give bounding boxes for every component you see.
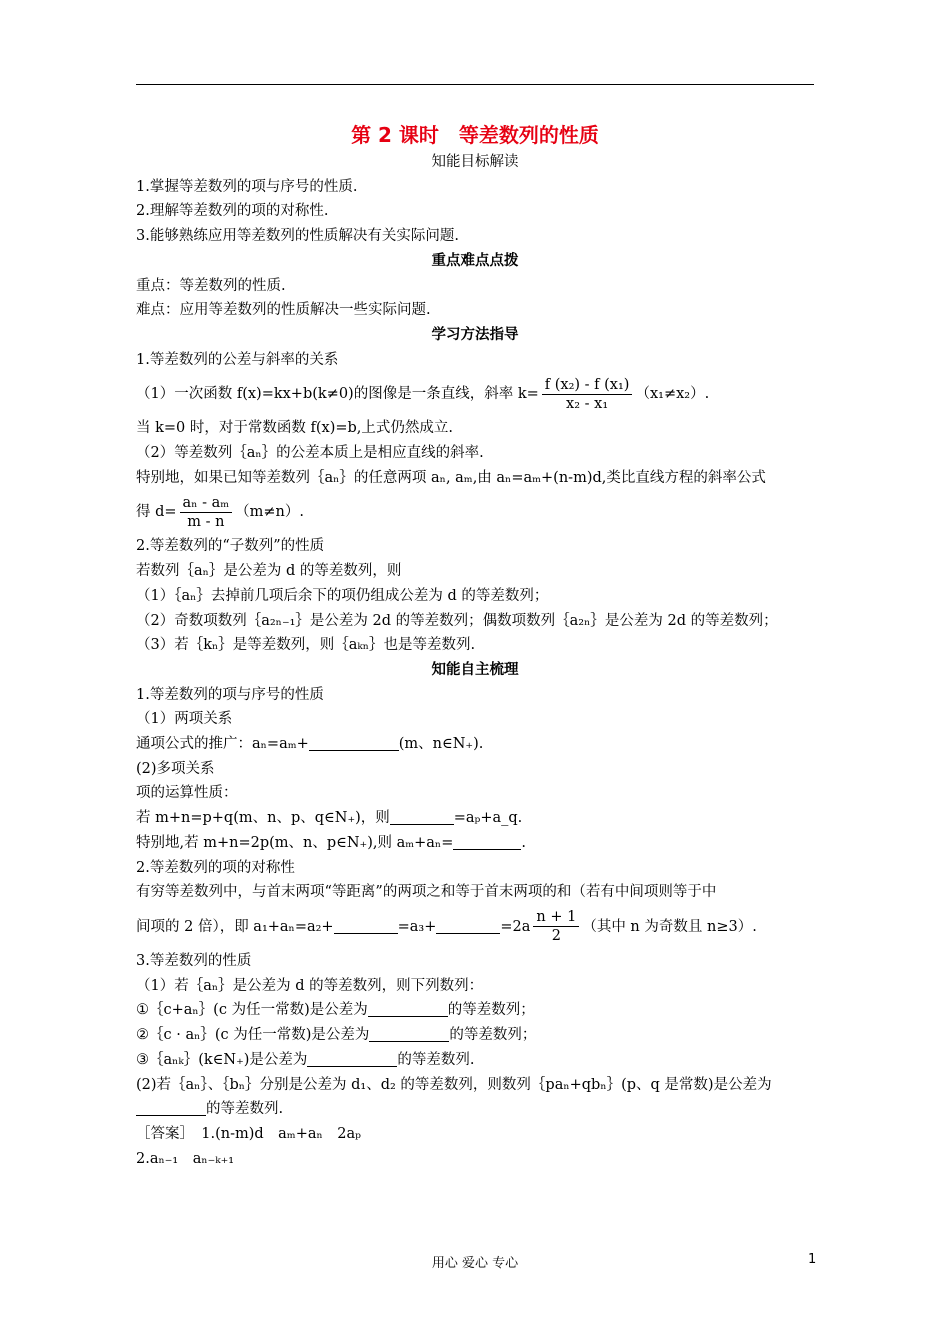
section-heading-key-points: 重点难点点拨 bbox=[431, 252, 519, 269]
method-line: 若数列｛aₙ｝是公差为 d 的等差数列，则 bbox=[136, 563, 402, 580]
review-line: 通项公式的推广：aₙ=aₘ+ (m、n∈N₊). bbox=[136, 736, 484, 753]
review-line: (2)若｛aₙ｝、｛bₙ｝分别是公差为 d₁、d₂ 的等差数列，则数列｛paₙ+qbₙ｝(p、q 是常数)是公差为的等差数列. bbox=[136, 1076, 772, 1118]
goal-item: 1.掌握等差数列的项与序号的性质. bbox=[136, 178, 358, 195]
review-heading: 3.等差数列的性质 bbox=[136, 952, 252, 969]
key-line: 难点：应用等差数列的性质解决一些实际问题. bbox=[136, 302, 431, 319]
review-heading: 1.等差数列的项与序号的性质 bbox=[136, 686, 324, 703]
review-heading: 2.等差数列的项的对称性 bbox=[136, 859, 295, 876]
goal-item: 3.能够熟练应用等差数列的性质解决有关实际问题. bbox=[136, 228, 459, 245]
review-subheading: (2)多项关系 bbox=[136, 760, 215, 777]
method-line: （2）奇数项数列｛a₂ₙ₋₁｝是公差为 2d 的等差数列；偶数项数列｛a₂ₙ｝是公差为 2d 的等差数列； bbox=[136, 612, 778, 629]
answer-line: ［答案］ 1.(n-m)d aₘ+aₙ 2aₚ bbox=[136, 1125, 361, 1142]
fill-blank[interactable] bbox=[309, 736, 399, 752]
method-heading: 1.等差数列的公差与斜率的关系 bbox=[136, 351, 339, 368]
method-line: （2）等差数列｛aₙ｝的公差本质上是相应直线的斜率. bbox=[136, 445, 484, 462]
fill-blank[interactable] bbox=[369, 1027, 449, 1043]
symmetry-formula-line: 间项的 2 倍），即 a₁+aₙ=a₂+ =a₃+ =2a $\frac{n + 1}{2}$ （其中 n 为奇数且 n≥3）. bbox=[136, 909, 757, 945]
fill-blank[interactable] bbox=[453, 834, 521, 850]
section-heading-review: 知能自主梳理 bbox=[431, 661, 519, 678]
method-line: 当 k=0 时，对于常数函数 f(x)=b,上式仍然成立. bbox=[136, 420, 453, 437]
review-line: 项的运算性质： bbox=[136, 785, 238, 802]
method-line: （1）｛aₙ｝去掉前几项后余下的项仍组成公差为 d 的等差数列； bbox=[136, 587, 549, 604]
middle-index-fraction: $\frac{n + 1}{2}$ bbox=[533, 908, 579, 945]
review-line: ③｛aₙₖ｝(k∈N₊)是公差为 的等差数列. bbox=[136, 1051, 475, 1068]
fill-blank[interactable] bbox=[390, 810, 454, 826]
fill-blank[interactable] bbox=[334, 918, 398, 934]
fill-blank[interactable] bbox=[368, 1002, 448, 1018]
section-heading-method: 学习方法指导 bbox=[431, 326, 519, 343]
method-heading: 2.等差数列的“子数列”的性质 bbox=[136, 538, 325, 555]
method-line: 特别地，如果已知等差数列｛aₙ｝的任意两项 aₙ, aₘ,由 aₙ=aₘ+(n-m)d,类比直线方程的斜率公式 bbox=[136, 469, 766, 486]
difference-formula-line: 得 d= $\frac{\text{aₙ - aₘ}}{m - n}$ （m≠n）. bbox=[136, 494, 304, 530]
review-subheading: （1）两项关系 bbox=[136, 711, 233, 728]
method-line: （3）若｛kₙ｝是等差数列，则｛aₖₙ｝也是等差数列. bbox=[136, 637, 476, 654]
page-number: 1 bbox=[808, 1252, 817, 1267]
fill-blank[interactable] bbox=[436, 918, 500, 934]
review-line: ②｛c · aₙ｝(c 为任一常数)是公差为 的等差数列； bbox=[136, 1027, 537, 1044]
review-line: ①｛c+aₙ｝(c 为任一常数)是公差为 的等差数列； bbox=[136, 1002, 535, 1019]
page-title: 第 2 课时 等差数列的性质 bbox=[351, 123, 599, 147]
review-line: （1）若｛aₙ｝是公差为 d 的等差数列，则下列数列： bbox=[136, 977, 484, 994]
review-line: 有穷等差数列中，与首末两项“等距离”的两项之和等于首末两项的和（若有中间项则等于中 bbox=[136, 884, 717, 901]
review-line: 特别地,若 m+n=2p(m、n、p∈N₊),则 aₘ+aₙ= . bbox=[136, 834, 526, 851]
slope-fraction: $\frac{\text{f (x₂) - f (x₁)}}{\text{x₂ - x₁}}$ bbox=[542, 376, 633, 413]
goal-item: 2.理解等差数列的项的对称性. bbox=[136, 203, 329, 220]
header-rule bbox=[136, 84, 814, 85]
fill-blank[interactable] bbox=[136, 1101, 206, 1117]
key-line: 重点：等差数列的性质. bbox=[136, 277, 286, 294]
document-body bbox=[136, 120, 814, 1171]
page-footer: 用心 爱心 专心 bbox=[431, 1256, 519, 1271]
page-subtitle: 知能目标解读 bbox=[431, 154, 519, 170]
review-line: 若 m+n=p+q(m、n、p、q∈N₊)，则 =aₚ+a_q. bbox=[136, 810, 523, 827]
slope-formula-line: （1）一次函数 f(x)=kx+b(k≠0)的图像是一条直线，斜率 k= $\frac{\text{f (x₂) - f (x₁)}}{\text{x₂ - x₁}}$ （x₁≠x₂）. bbox=[136, 376, 710, 412]
difference-fraction: $\frac{\text{aₙ - aₘ}}{m - n}$ bbox=[180, 494, 233, 531]
fill-blank[interactable] bbox=[307, 1051, 397, 1067]
answer-line: 2.aₙ₋₁ aₙ₋ₖ₊₁ bbox=[136, 1150, 235, 1167]
